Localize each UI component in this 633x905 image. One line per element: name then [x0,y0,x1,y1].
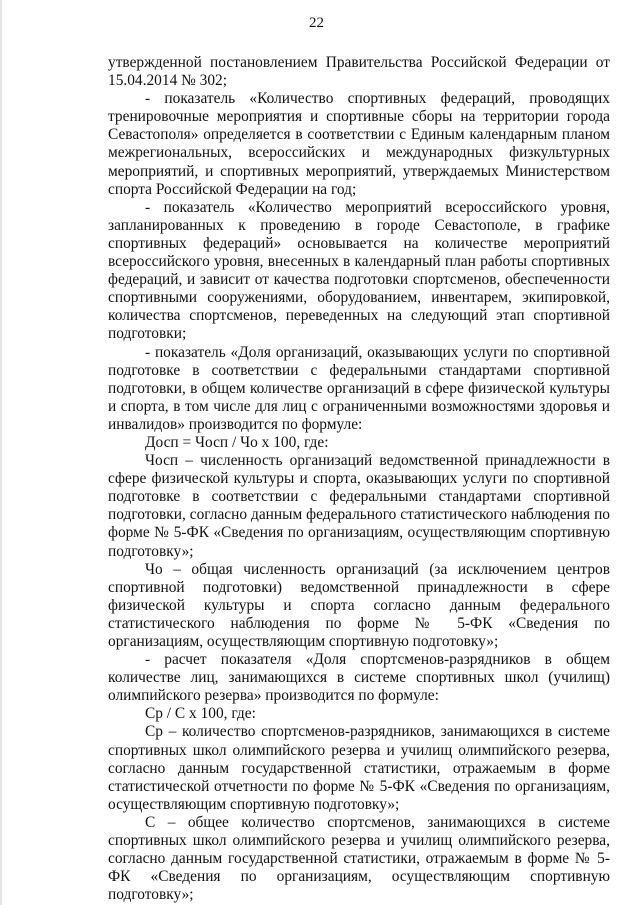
paragraph-s-definition: С – общее количество спортсменов, занимающихся в системе спортивных школ олимпийского резерва и училищ олимпийского резерва, согласно данным государственной статистики, отражаемым в форме № 5-ФК «Сведения по организациям, осуществляющим спортивную подготовку»; [108,813,610,904]
page-number: 22 [309,15,324,31]
formula-sr: Ср / С x 100, где: [145,705,256,723]
page-edge [0,0,2,905]
paragraph-continuation: утвержденной постановлением Правительства Российской Федерации от 15.04.2014 № 302; [108,54,610,90]
paragraph-cho-definition: Чо – общая численность организаций (за исключением центров спортивной подготовки) ведомственной принадлежности в сфере физической культуры и спорта согласно данным федерального статистического наблюдения по форме № 5-ФК «Сведения по организациям, осуществляющим спортивную подготовку»; [108,560,610,650]
paragraph-organizations-share: - показатель «Доля организаций, оказывающих услуги по спортивной подготовке в соответствии с федеральными стандартами спортивной подготовки, в общем количестве организаций в сфере физической культуры и спорта, в том числе для лиц с ограниченными возможностями здоровья и инвалидов» производится по формуле: [108,343,610,433]
paragraph-chosp-definition: Чосп – численность организаций ведомственной принадлежности в сфере физической культуры и спорта, оказывающих услуги по спортивной подготовке в соответствии с федеральными стандартами спортивной подготовки, согласно данным федерального статистического наблюдения по форме № 5-ФК «Сведения по организациям, осуществляющим спортивную подготовку»; [108,452,610,560]
paragraph-all-russian-events: - показатель «Количество мероприятий всероссийского уровня, запланированных к проведению в городе Севастополе, в графике спортивных федераций» основывается на количестве мероприятий всероссийского уровня, внесенных в календарный план работы спортивных федераций, и зависит от качества подготовки спортсменов, обеспеченности спортивными сооружениями, оборудованием, инвентарем, экипировкой, количества спортсменов, переведенных на следующий этап спортивной подготовки; [108,198,610,343]
formula-dosp: Досп = Чосп / Чо x 100, где: [145,433,329,451]
paragraph-athletes-share: - расчет показателя «Доля спортсменов-разрядников в общем количестве лиц, занимающихся в системе спортивных школ (училищ) олимпийского резерва» производится по формуле: [108,651,610,705]
document-body [108,54,610,904]
paragraph-sr-definition: Ср – количество спортсменов-разрядников, занимающихся в системе спортивных школ олимпийского резерва и училищ олимпийского резерва, согласно данным государственной статистики, отражаемым в форме статистической отчетности по форме № 5-ФК «Сведения по организациям, осуществляющим спортивную подготовку»; [108,723,610,813]
paragraph-sport-federations: - показатель «Количество спортивных федераций, проводящих тренировочные мероприятия и спортивные сборы на территории города Севастополя» определяется в соответствии с Единым календарным планом межрегиональных, всероссийских и международных физкультурных мероприятий, и спортивных мероприятий, утверждаемых Министерством спорта Российской Федерации на год; [108,90,610,198]
